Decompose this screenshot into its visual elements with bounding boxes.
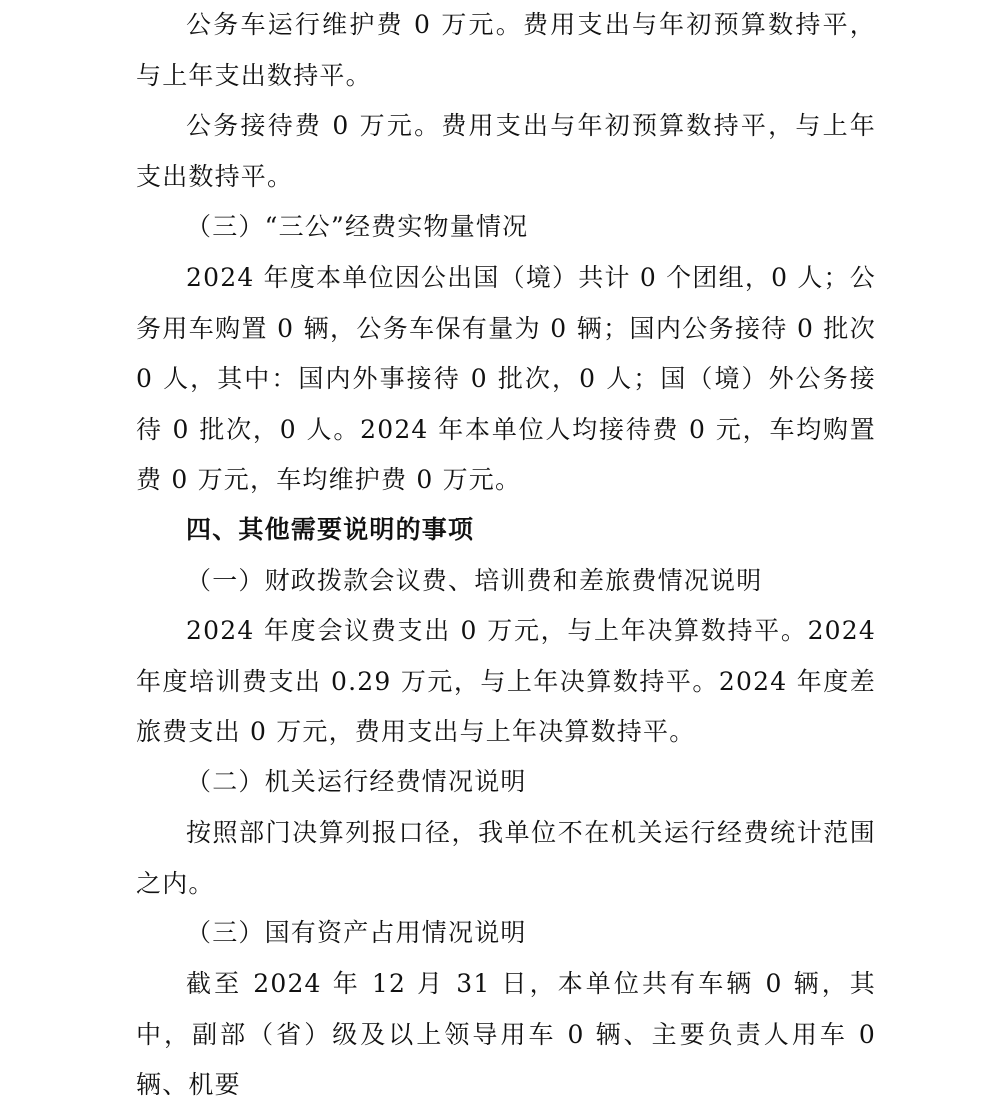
paragraph-agency-operating-funds: 按照部门决算列报口径，我单位不在机关运行经费统计范围之内。 — [136, 818, 876, 898]
paragraph-state-assets: 截至 2024 年 12 月 31 日，本单位共有车辆 0 辆，其中，副部（省）级及以上领导用车 0 辆、主要负责人用车 0 辆、机要 — [136, 969, 876, 1099]
paragraph-vehicle-maintenance: 公务车运行维护费 0 万元。费用支出与年初预算数持平，与上年支出数持平。 — [136, 10, 876, 90]
section-heading-other-matters: 四、其他需要说明的事项 — [186, 515, 475, 544]
paragraph-meeting-training-travel: 2024 年度会议费支出 0 万元，与上年决算数持平。2024 年度培训费支出 0.29 万元，与上年决算数持平。2024 年度差旅费支出 0 万元，费用支出与上年决算数持平。 — [136, 616, 876, 746]
heading-agency-operating-funds: （二）机关运行经费情况说明 — [186, 767, 527, 796]
paragraph-physical-quantity: 2024 年度本单位因公出国（境）共计 0 个团组，0 人；公务用车购置 0 辆，公务车保有量为 0 辆；国内公务接待 0 批次 0 人，其中：国内外事接待 0 批次，0 人；国（境）外公务接待 0 批次，0 人。2024 年本单位人均接待费 0 元，车均购置费 0 万元，车均维护费 0 万元。 — [136, 263, 877, 494]
heading-three-public-physical: （三）“三公”经费实物量情况 — [186, 212, 529, 241]
paragraph-reception-fee: 公务接待费 0 万元。费用支出与年初预算数持平，与上年支出数持平。 — [136, 111, 876, 191]
heading-state-assets: （三）国有资产占用情况说明 — [186, 918, 527, 947]
heading-meeting-training-travel: （一）财政拨款会议费、培训费和差旅费情况说明 — [186, 566, 763, 595]
